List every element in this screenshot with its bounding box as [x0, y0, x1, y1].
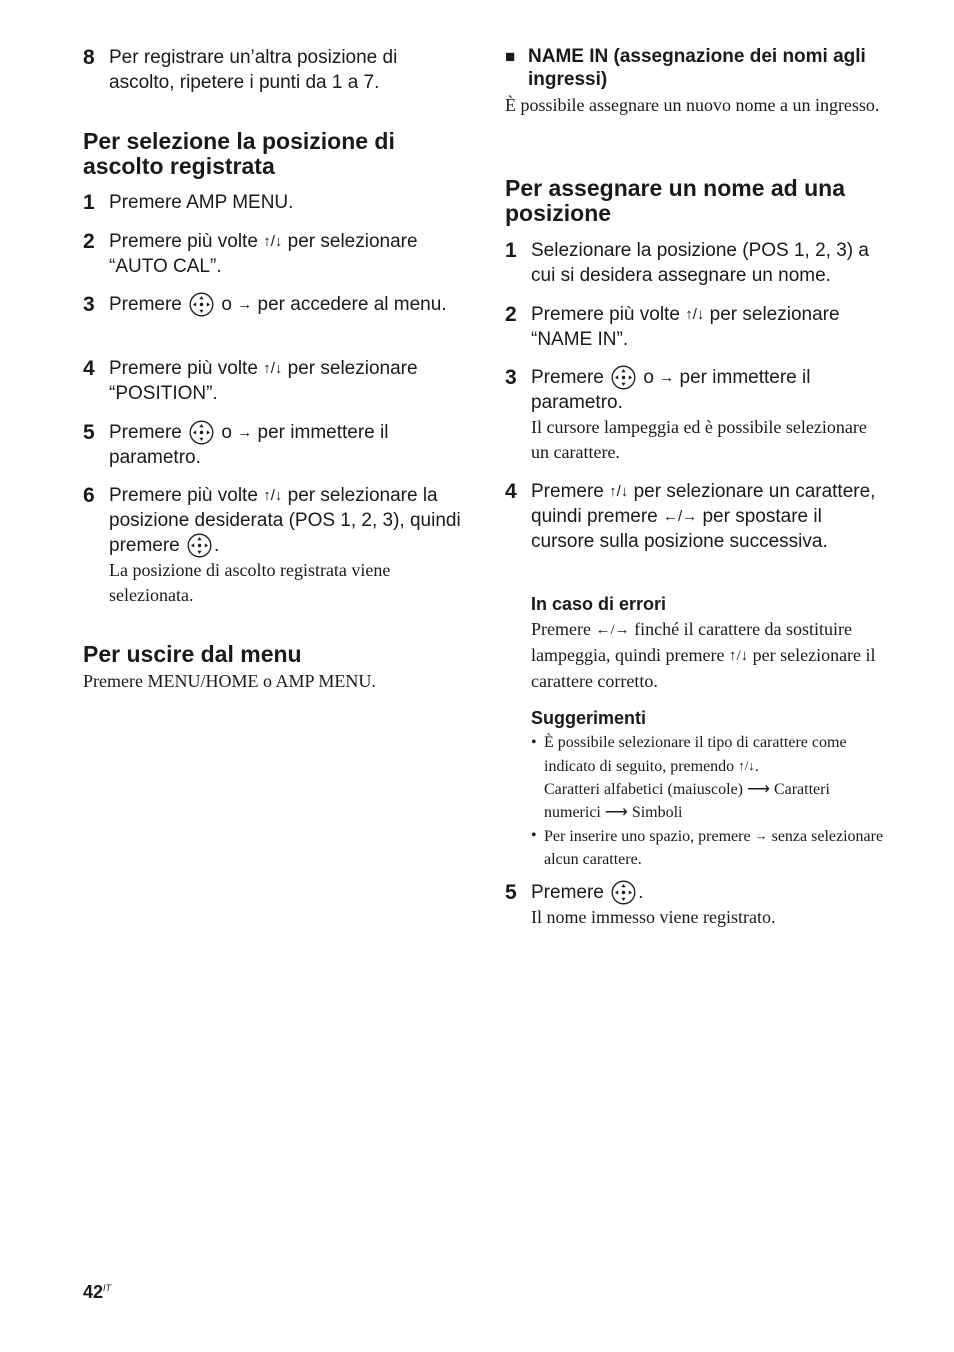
step-text: Premere più volte ↑/↓ per selezionare “NAME IN”.	[531, 304, 840, 350]
step-number: 5	[505, 881, 517, 904]
right-arrow-icon: →	[237, 424, 253, 441]
step-number: 2	[505, 303, 517, 326]
tip-item: • È possibile selezionare il tipo di carattere come indicato di seguito, premendo ↑/↓. Caratteri alfabetici (maiuscole) ⟶ Caratteri numerici ⟶ Simboli	[531, 731, 885, 824]
bullet: •	[531, 734, 537, 751]
section-title-assign-name: Per assegnare un nome ad una posizione	[505, 175, 846, 226]
up-down-arrow-icon: ↑/↓	[728, 648, 749, 664]
step-text: Premere AMP MENU.	[109, 192, 294, 213]
enter-button-icon	[189, 292, 214, 317]
right-arrow-icon: →	[237, 296, 253, 313]
errors-title: In caso di errori	[531, 594, 667, 614]
step-text: Premere più volte ↑/↓ per selezionare “AUTO CAL”.	[109, 231, 418, 277]
square-bullet-icon: ■	[505, 47, 516, 66]
heading-text: NAME IN (assegnazione dei nomi agli ingressi)	[528, 46, 866, 90]
step-note: Il cursore lampeggia ed è possibile selezionare un carattere.	[531, 417, 867, 462]
step-text: Premere o → per immettere il parametro.	[109, 422, 389, 468]
step-text: Per registrare un’altra posizione di ascolto, ripetere i punti da 1 a 7.	[109, 47, 398, 93]
step-text: Selezionare la posizione (POS 1, 2, 3) a cui si desidera assegnare un nome.	[531, 240, 869, 286]
step-number: 4	[505, 480, 517, 503]
tips-list	[531, 731, 885, 871]
step-text: Premere più volte ↑/↓ per selezionare “POSITION”.	[109, 358, 418, 404]
step-note: La posizione di ascolto registrata viene selezionata.	[109, 560, 391, 605]
step-3	[83, 292, 463, 317]
step-4	[505, 479, 885, 554]
tip-item: • Per inserire uno spazio, premere → senza selezionare alcun carattere.	[531, 824, 885, 871]
right-arrow-icon: →	[754, 828, 768, 843]
up-down-arrow-icon: ↑/↓	[263, 233, 283, 250]
step-8	[83, 45, 463, 95]
up-down-arrow-icon: ↑/↓	[263, 487, 283, 504]
up-down-arrow-icon: ↑/↓	[738, 758, 755, 773]
tips-title: Suggerimenti	[531, 708, 647, 728]
right-arrow-icon: →	[659, 369, 675, 386]
errors-text: Premere ←/→ finché il carattere da sostituire lampeggia, quindi premere ↑/↓ per selezionare il carattere corretto.	[531, 619, 876, 691]
step-text: Premere più volte ↑/↓ per selezionare la posizione desiderata (POS 1, 2, 3), quindi premere .	[109, 485, 461, 556]
chain-arrow-icon: ⟶	[604, 804, 628, 821]
enter-button-icon	[611, 880, 636, 905]
step-2	[83, 229, 463, 279]
step-1	[505, 238, 885, 288]
chain-arrow-icon: ⟶	[747, 781, 770, 798]
bullet: •	[531, 827, 537, 844]
enter-button-icon	[189, 420, 214, 445]
step-number: 5	[83, 421, 95, 444]
step-2	[505, 302, 885, 352]
step-text: Premere o → per immettere il parametro.	[531, 367, 811, 413]
step-number: 3	[505, 366, 517, 389]
step-number: 8	[83, 46, 95, 69]
intro-text: È possibile assegnare un nuovo nome a un ingresso.	[505, 95, 880, 115]
step-6	[83, 483, 463, 608]
step-number: 6	[83, 484, 95, 507]
enter-button-icon	[187, 533, 212, 558]
step-number: 1	[83, 191, 95, 214]
step-number: 1	[505, 239, 517, 262]
step-5	[505, 880, 885, 930]
left-right-arrow-icon: ←/→	[595, 622, 630, 638]
section-heading-name-in	[505, 45, 885, 91]
step-text: Premere ↑/↓ per selezionare un carattere, quindi premere ←/→ per spostare il cursore sulla posizione successiva.	[531, 481, 876, 552]
up-down-arrow-icon: ↑/↓	[263, 360, 283, 377]
section-title-select-position: Per selezione la posizione di ascolto registrata	[83, 128, 395, 179]
enter-button-icon	[611, 365, 636, 390]
step-3	[505, 365, 885, 465]
step-number: 3	[83, 293, 95, 316]
step-text: Premere o → per accedere al menu.	[109, 294, 447, 315]
step-1	[83, 190, 463, 215]
page-number: $42^{IT}$	[83, 1282, 112, 1302]
section-text-exit-menu: Premere MENU/HOME o AMP MENU.	[83, 671, 376, 691]
up-down-arrow-icon: ↑/↓	[609, 483, 629, 500]
step-text: Premere .	[531, 882, 644, 903]
step-note: Il nome immesso viene registrato.	[531, 907, 776, 927]
section-title-exit-menu: Per uscire dal menu	[83, 641, 302, 667]
up-down-arrow-icon: ↑/↓	[685, 306, 705, 323]
step-number: 2	[83, 230, 95, 253]
step-number: 4	[83, 357, 95, 380]
left-right-arrow-icon: ←/→	[663, 508, 698, 525]
step-4	[83, 356, 463, 406]
step-5	[83, 420, 463, 470]
